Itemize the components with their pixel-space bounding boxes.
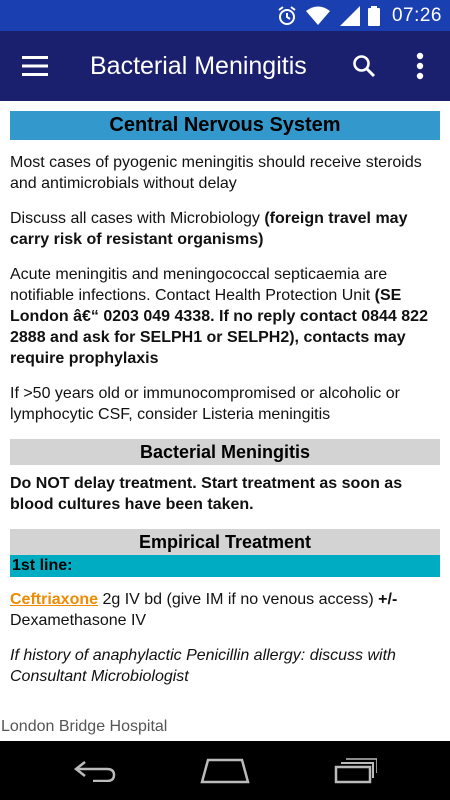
paragraph-steroids: Most cases of pyogenic meningitis should receive steroids and antimicrobials without delay xyxy=(10,154,422,192)
recents-icon xyxy=(333,758,377,784)
microbiology-bold: (foreign travel may carry risk of resistant organisms) xyxy=(10,210,408,248)
status-time: 07:26 xyxy=(391,4,442,26)
ceftriaxone-plusminus: +/- xyxy=(378,591,398,608)
page-title: Bacterial Meningitis xyxy=(90,51,307,80)
more-options-button[interactable] xyxy=(390,31,450,101)
section-header-empirical-treatment: Empirical Treatment xyxy=(10,529,440,555)
search-icon xyxy=(352,54,376,78)
system-nav-bar xyxy=(0,741,450,800)
app-bar xyxy=(0,31,450,101)
signal-icon xyxy=(338,6,360,26)
paragraph-listeria: If >50 years old or immunocompromised or alcoholic or lymphocytic CSF, consider Listeria meningitis xyxy=(10,385,400,423)
home-icon xyxy=(200,758,250,784)
home-button[interactable] xyxy=(185,741,265,800)
menu-button[interactable] xyxy=(0,31,70,101)
notifiable-bold: (SE London â€“ 0203 049 4338. If no reply contact 0844 822 2888 and ask for SELPH1 or SELPH2), contacts may require prophylaxis xyxy=(10,287,428,367)
ceftriaxone-link[interactable]: Ceftriaxone xyxy=(10,591,99,608)
alarm-icon xyxy=(276,5,298,27)
content-area[interactable] xyxy=(0,101,450,741)
section-header-cns: Central Nervous System xyxy=(10,111,440,140)
section-header-bacterial-meningitis: Bacterial Meningitis xyxy=(10,439,440,465)
paragraph-notifiable xyxy=(10,264,440,369)
ceftriaxone-text: 2g IV bd (give IM if no venous access) xyxy=(98,591,379,608)
footer-hospital-label: London Bridge Hospital xyxy=(1,718,168,735)
back-icon xyxy=(73,760,117,782)
battery-icon xyxy=(368,6,380,26)
first-line-label: 1st line: xyxy=(10,555,440,577)
paragraph-penicillin-allergy: If history of anaphylactic Penicillin allergy: discuss with Consultant Microbiologist xyxy=(10,647,396,685)
paragraph-ceftriaxone xyxy=(10,589,440,631)
wifi-icon xyxy=(306,6,330,26)
recents-button[interactable] xyxy=(315,741,395,800)
back-button[interactable] xyxy=(55,741,135,800)
search-button[interactable] xyxy=(338,31,390,101)
status-bar xyxy=(0,0,450,31)
microbiology-text: Discuss all cases with Microbiology xyxy=(10,210,265,227)
notifiable-text: Acute meningitis and meningococcal septicaemia are notifiable infections. Contact Health Protection Unit xyxy=(10,266,388,304)
paragraph-microbiology xyxy=(10,208,440,250)
dexamethasone-text: Dexamethasone IV xyxy=(10,612,147,629)
menu-icon xyxy=(22,56,48,76)
more-vert-icon xyxy=(416,52,424,80)
paragraph-do-not-delay: Do NOT delay treatment. Start treatment as soon as blood cultures have been taken. xyxy=(10,475,403,513)
